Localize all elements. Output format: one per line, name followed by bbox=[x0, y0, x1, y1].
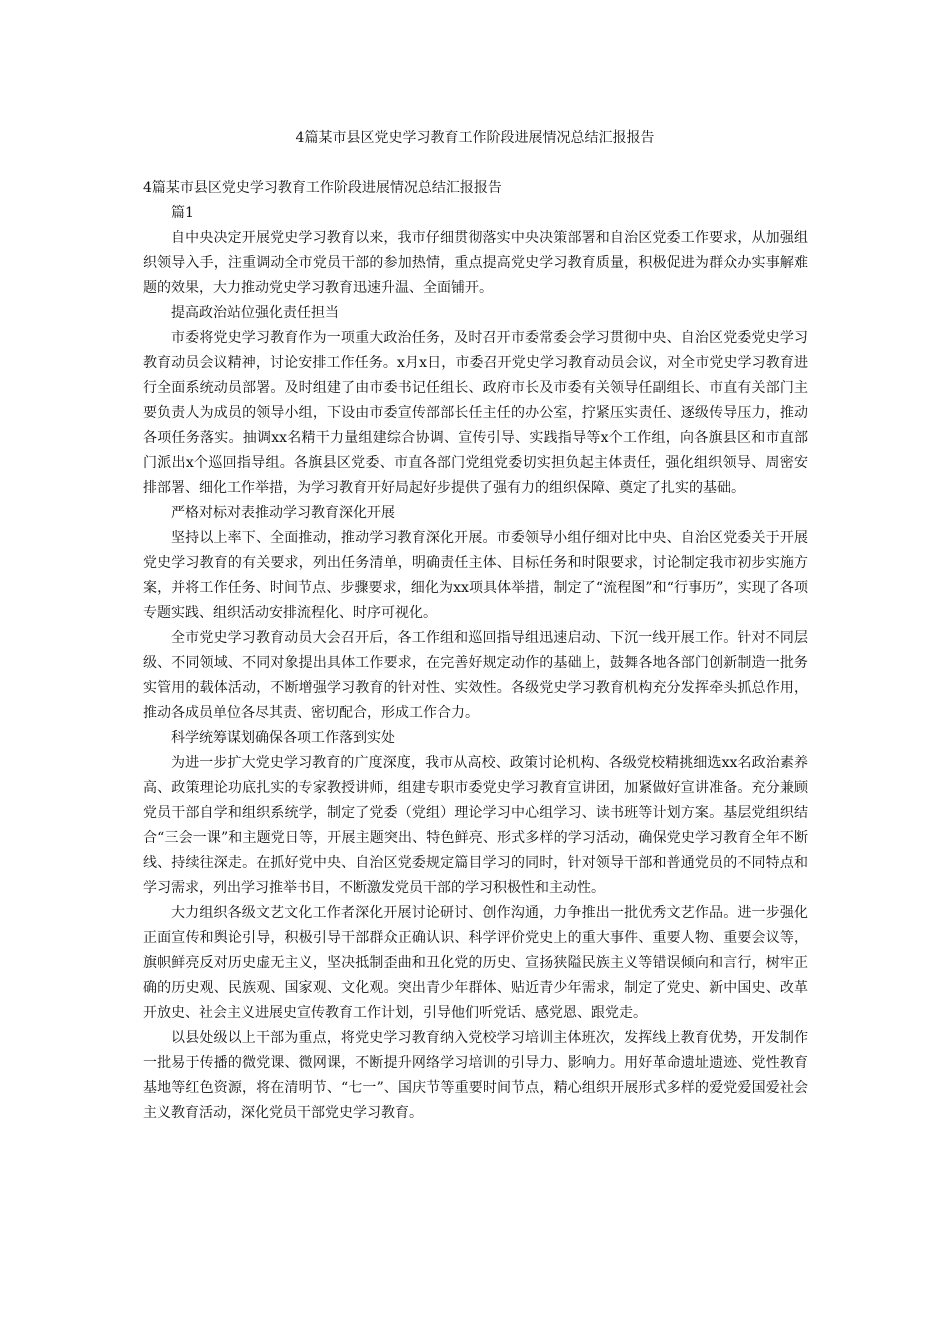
paragraph-lecture-group: 为进一步扩大党史学习教育的广度深度，我市从高校、政策讨论机构、各级党校精挑细选xx名政治素养高、政策理论功底扎实的专家教授讲师，组建专职市委党史学习教育宣讲团，加紧做好宣讲准备。充分兼顾党员干部自学和组织系统学，制定了党委（党组）理论学习中心组学习、读书班等计划方案。基层党组织结合“三会一课”和主题党日等，开展主题突出、特色鲜亮、形式多样的学习活动，确保党史学习教育全年不断线、持续往深走。在抓好党中央、自治区党委规定篇目学习的同时，针对领导干部和普通党员的不同特点和学习需求，列出学习推举书目，不断激发党员干部的学习积极性和主动性。 bbox=[143, 755, 808, 896]
document-title: 4篇某市县区党史学习教育工作阶段进展情况总结汇报报告 bbox=[295, 130, 655, 146]
document-body bbox=[143, 176, 808, 1126]
section-label: 篇1 bbox=[171, 205, 194, 221]
paragraph-cadre-training: 以县处级以上干部为重点，将党史学习教育纳入党校学习培训主体班次，发挥线上教育优势，开发制作一批易于传播的微党课、微网课，不断提升网络学习培训的引导力、影响力。用好革命遗址遗迹、党性教育基地等红色资源，将在清明节、“七一”、国庆节等重要时间节点，精心组织开展形式多样的爱党爱国爱社会主义教育活动，深化党员干部党史学习教育。 bbox=[143, 1030, 808, 1121]
paragraph-mobilization: 全市党史学习教育动员大会召开后，各工作组和巡回指导组迅速启动、下沉一线开展工作。针对不同层级、不同领域、不同对象提出具体工作要求，在完善好规定动作的基础上，鼓舞各地各部门创新制造一批务实管用的载体活动，不断增强学习教育的针对性、实效性。各级党史学习教育机构充分发挥牵头抓总作用，推动各成员单位各尽其责、密切配合，形成工作合力。 bbox=[143, 630, 808, 721]
paragraph-culture-workers: 大力组织各级文艺文化工作者深化开展讨论研讨、创作沟通，力争推出一批优秀文艺作品。进一步强化正面宣传和舆论引导，积极引导干部群众正确认识、科学评价党史上的重大事件、重要人物、重要会议等，旗帜鲜亮反对历史虚无主义，坚决抵制歪曲和丑化党的历史、宣扬狭隘民族主义等错误倾向和言行，树牢正确的历史观、民族观、国家观、文化观。突出青少年群体、贴近青少年需求，制定了党史、新中国史、改革开放史、社会主义进展史宣传教育工作计划，引导他们听党话、感党恩、跟党走。 bbox=[143, 905, 808, 1021]
paragraph-municipal-committee: 市委将党史学习教育作为一项重大政治任务，及时召开市委常委会学习贯彻中央、自治区党委党史学习教育动员会议精神，讨论安排工作任务。x月x日，市委召开党史学习教育动员会议，对全市党史学习教育进行全面系统动员部署。及时组建了由市委书记任组长、政府市长及市委有关领导任副组长、市直有关部门主要负责人为成员的领导小组，下设由市委宣传部部长任主任的办公室，拧紧压实责任、逐级传导压力，推动各项任务落实。抽调xx名精干力量组建综合协调、宣传引导、实践指导等x个工作组，向各旗县区和市直部门派出x个巡回指导组。各旗县区党委、市直各部门党组党委切实担负起主体责任，强化组织领导、周密安排部署、细化工作举措，为学习教育开好局起好步提供了强有力的组织保障、奠定了扎实的基础。 bbox=[143, 330, 808, 496]
heading-overall-planning: 科学统筹谋划确保各项工作落到实处 bbox=[171, 730, 395, 746]
heading-political-stance: 提高政治站位强化责任担当 bbox=[171, 305, 339, 321]
paragraph-intro: 自中央决定开展党史学习教育以来，我市仔细贯彻落实中央决策部署和自治区党委工作要求，从加强组织领导入手，注重调动全市党员干部的参加热情，重点提高党史学习教育质量，积极促进为群众办实事解难题的效果，大力推动党史学习教育迅速升温、全面铺开。 bbox=[143, 230, 808, 296]
paragraph-lead-by-example: 坚持以上率下、全面推动，推动学习教育深化开展。市委领导小组仔细对比中央、自治区党委关于开展党史学习教育的有关要求，列出任务清单，明确责任主体、目标任务和时限要求，讨论制定我市初步实施方案，并将工作任务、时间节点、步骤要求，细化为xx项具体举措，制定了“流程图”和“行事历”，实现了各项专题实践、组织活动安排流程化、时序可视化。 bbox=[143, 530, 808, 621]
heading-benchmarking: 严格对标对表推动学习教育深化开展 bbox=[171, 505, 395, 521]
document-subtitle: 4篇某市县区党史学习教育工作阶段进展情况总结汇报报告 bbox=[143, 180, 502, 196]
